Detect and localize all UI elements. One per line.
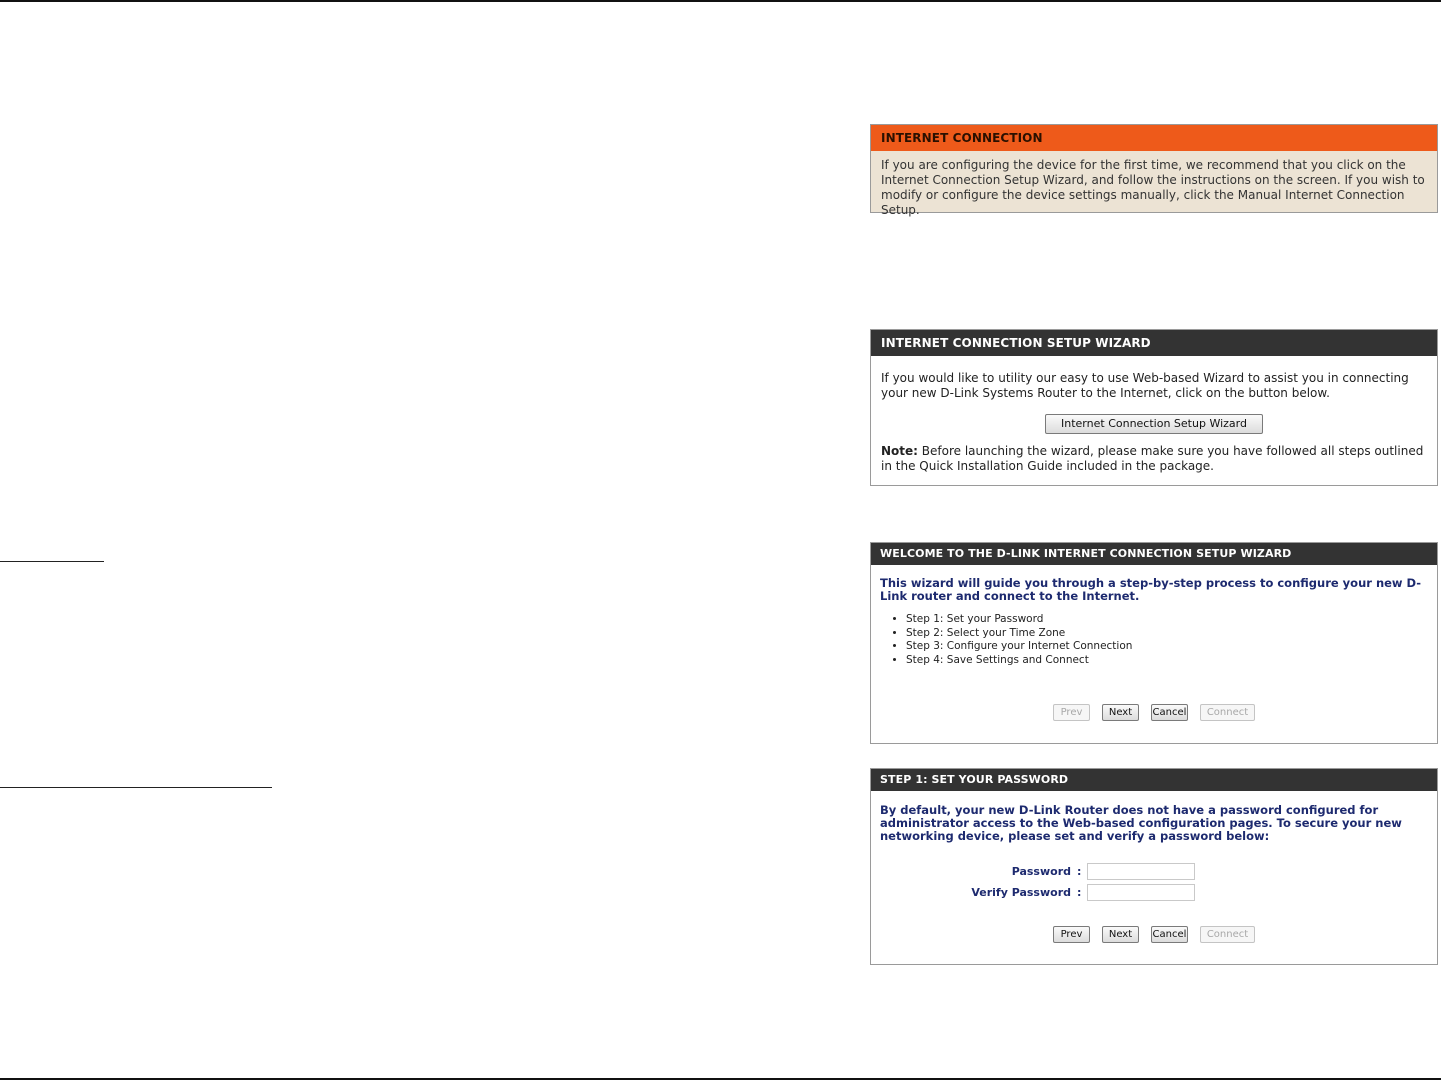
list-item: • Step 4: Save Settings and Connect — [906, 654, 1427, 668]
wizard-steps-list — [880, 613, 1427, 667]
list-item: • Step 2: Select your Time Zone — [906, 627, 1427, 641]
set-password-intro: By default, your new D-Link Router does not have a password configured for administrator access to the Web-based configuration pages. To secure your new networking device, please set and verify a password below: — [880, 803, 1402, 843]
set-password-title: STEP 1: SET YOUR PASSWORD — [871, 769, 1437, 791]
left-underline-2 — [0, 787, 272, 788]
prev-button[interactable]: Prev — [1053, 926, 1090, 943]
connect-button[interactable]: Connect — [1200, 704, 1255, 721]
set-password-button-row — [871, 926, 1437, 943]
note-label: Note: — [881, 444, 918, 458]
internet-connection-setup-wizard-button[interactable]: Internet Connection Setup Wizard — [1045, 414, 1263, 434]
setup-wizard-panel — [870, 329, 1438, 486]
verify-password-colon: : — [1077, 886, 1082, 899]
set-password-panel — [870, 768, 1438, 965]
verify-password-input[interactable] — [1087, 884, 1195, 901]
set-password-body — [871, 791, 1437, 851]
password-colon: : — [1077, 865, 1082, 878]
welcome-button-row — [871, 704, 1437, 721]
setup-wizard-body — [871, 356, 1437, 482]
welcome-intro: This wizard will guide you through a step-by-step process to configure your new D-Link router and connect to the Internet. — [880, 576, 1422, 603]
password-input[interactable] — [1087, 863, 1195, 880]
note-text: Before launching the wizard, please make sure you have followed all steps outlined in the Quick Installation Guide included in the package. — [881, 444, 1424, 473]
welcome-wizard-body — [871, 565, 1437, 675]
next-button[interactable]: Next — [1102, 704, 1139, 721]
welcome-wizard-panel — [870, 542, 1438, 744]
setup-wizard-text: If you would like to utility our easy to use Web-based Wizard to assist you in connecting your new D-Link Systems Router to the Internet, click on the button below. — [881, 371, 1409, 400]
verify-password-label: Verify Password — [971, 886, 1071, 899]
next-button[interactable]: Next — [1102, 926, 1139, 943]
cancel-button[interactable]: Cancel — [1151, 926, 1188, 943]
internet-connection-panel — [870, 124, 1438, 217]
top-rule — [0, 0, 1441, 2]
bottom-rule — [0, 1078, 1441, 1080]
prev-button[interactable]: Prev — [1053, 704, 1090, 721]
setup-wizard-button-row — [881, 414, 1427, 434]
setup-wizard-note — [881, 444, 1427, 474]
connect-button[interactable]: Connect — [1200, 926, 1255, 943]
list-item: • Step 1: Set your Password — [906, 613, 1427, 627]
internet-connection-text: If you are configuring the device for the first time, we recommend that you click on the Internet Connection Setup Wizard, and follow the instructions on the screen. If you wish to modify or configure the device settings manually, click the Manual Internet Connection Setup. — [871, 151, 1437, 212]
setup-wizard-title: INTERNET CONNECTION SETUP WIZARD — [871, 330, 1437, 356]
password-label: Password — [1011, 865, 1071, 878]
welcome-wizard-title: WELCOME TO THE D-LINK INTERNET CONNECTION SETUP WIZARD — [871, 543, 1437, 565]
cancel-button[interactable]: Cancel — [1151, 704, 1188, 721]
left-underline-1 — [0, 561, 104, 562]
list-item: • Step 3: Configure your Internet Connection — [906, 640, 1427, 654]
internet-connection-title: INTERNET CONNECTION — [871, 125, 1437, 151]
